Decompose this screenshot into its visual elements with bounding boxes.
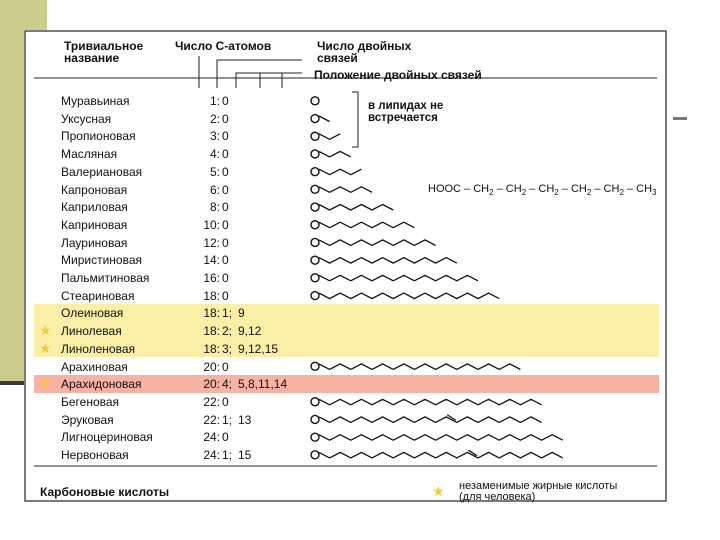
slide-bullet-mark (673, 117, 687, 120)
double-bond-positions: 15 (238, 448, 252, 462)
acid-row (34, 411, 659, 429)
double-bond-count: 0 (222, 182, 229, 197)
formula-subscript: 2 (521, 188, 527, 198)
acid-name: Нервоновая (61, 448, 129, 462)
carbon-count: 18: (203, 288, 220, 303)
acid-name: Масляная (61, 147, 118, 162)
carbon-count: 18: (203, 324, 220, 339)
double-bond-positions: 9,12 (238, 324, 262, 339)
legend-essential (459, 481, 659, 503)
double-bond-positions: 9,12,15 (238, 341, 279, 356)
formula-part: – CH (558, 183, 587, 195)
header-carbon-count: Число С-атомов (175, 39, 272, 53)
carbon-count: 16: (203, 271, 220, 285)
acid-row (34, 234, 659, 252)
formula-part: – CH (526, 183, 555, 195)
acid-row (34, 216, 659, 234)
acid-name: Линоленовая (61, 341, 136, 356)
acid-name: Лауриновая (61, 235, 128, 250)
acid-name: Стеариновая (61, 288, 135, 303)
acid-name: Каприновая (61, 217, 128, 232)
acid-row (34, 358, 659, 376)
formula-subscript: 2 (489, 188, 494, 198)
double-bond-count: 0 (222, 235, 229, 250)
acid-name: Миристиновая (61, 253, 142, 268)
acid-row (34, 428, 659, 446)
carbon-count: 10: (203, 217, 220, 232)
double-bond-count: 0 (222, 271, 229, 285)
note-line2: встречается (368, 112, 438, 124)
double-bond-count: 0 (222, 288, 229, 303)
header-name-line2: название (64, 51, 120, 65)
acid-name: Эруковая (61, 412, 114, 427)
carbon-count: 20: (203, 359, 220, 374)
acid-name: Пропионовая (61, 129, 136, 144)
double-bond-count: 2; (222, 324, 233, 339)
note-line1: в липидах не (368, 100, 444, 112)
acid-row (34, 198, 659, 216)
carbon-count: 8: (209, 200, 220, 215)
acid-name: Валериановая (61, 164, 143, 179)
double-bond-count: 1; (222, 306, 233, 321)
acid-row (34, 163, 659, 181)
table-header (34, 38, 634, 88)
acid-name: Олеиновая (61, 306, 124, 321)
acid-row (34, 322, 659, 340)
acid-row (34, 340, 659, 358)
acid-name: Линолевая (61, 324, 122, 339)
acid-row (34, 375, 659, 393)
double-bond-count: 0 (222, 94, 229, 108)
acid-name: Бегеновая (61, 394, 120, 409)
double-bond-count: 0 (222, 129, 229, 144)
carbon-count: 6: (209, 182, 220, 197)
acid-row (34, 127, 659, 145)
double-bond-count: 0 (222, 394, 229, 409)
formula-part: – CH (591, 183, 620, 195)
formula-subscript: 3 (652, 188, 657, 198)
acid-row (34, 145, 659, 163)
header-double-bonds-line2: связей (317, 51, 358, 65)
note-not-in-lipids (368, 100, 443, 124)
acid-name: Пальмитиновая (61, 271, 150, 285)
formula-part: – CH (493, 183, 522, 195)
acid-name: Арахиновая (61, 359, 128, 374)
carbon-count: 24: (203, 448, 220, 462)
acid-row (34, 287, 659, 305)
carbon-count: 4: (209, 147, 220, 162)
formula-part: – CH (623, 183, 653, 195)
acid-row (34, 446, 659, 464)
double-bond-count: 0 (222, 147, 229, 162)
fatty-acids-figure (24, 30, 667, 502)
header-name-line1: Тривиальное (64, 39, 144, 53)
carbon-count: 20: (203, 377, 220, 392)
acid-name: Муравьиная (61, 94, 130, 108)
double-bond-positions: 9 (238, 306, 245, 321)
double-bond-count: 4; (222, 377, 233, 392)
carbon-count: 3: (209, 129, 220, 144)
double-bond-count: 0 (222, 164, 229, 179)
essential-star-icon: ★ (39, 375, 52, 392)
figure-title: Карбоновые кислоты (40, 485, 170, 499)
acid-row (34, 110, 659, 128)
double-bond-count: 0 (222, 111, 229, 126)
double-bond-count: 0 (222, 253, 229, 268)
header-double-bond-positions: Положение двойных связей (314, 68, 482, 82)
double-bond-count: 0 (222, 430, 229, 445)
acid-row (34, 251, 659, 269)
legend-line1: незаменимые жирные кислоты (459, 480, 618, 492)
double-bond-count: 0 (222, 217, 229, 232)
double-bond-count: 0 (222, 200, 229, 215)
carbon-count: 5: (209, 164, 220, 179)
essential-star-icon: ★ (432, 483, 445, 499)
formula-subscript: 2 (619, 188, 624, 198)
carbon-count: 24: (203, 430, 220, 445)
essential-star-icon: ★ (39, 339, 52, 356)
carbon-count: 1: (209, 94, 220, 108)
legend-line2: (для человека) (459, 491, 536, 503)
carbon-count: 14: (203, 253, 220, 268)
acid-name: Лигноцериновая (61, 430, 153, 445)
carbon-count: 18: (203, 306, 220, 321)
header-double-bonds-line1: Число двойных (317, 39, 412, 53)
carbon-count: 2: (209, 111, 220, 126)
carbon-count: 22: (203, 394, 220, 409)
acid-row (34, 92, 659, 110)
double-bond-count: 1; (222, 448, 233, 462)
carbon-count: 22: (203, 412, 220, 427)
double-bond-count: 0 (222, 359, 229, 374)
caproic-formula (428, 183, 656, 199)
acid-row (34, 304, 659, 322)
double-bond-positions: 13 (238, 412, 252, 427)
acid-name: Арахидоновая (61, 377, 142, 392)
formula-part: HOOC – CH (428, 183, 490, 195)
double-bond-count: 1; (222, 412, 233, 427)
formula-subscript: 2 (554, 188, 559, 198)
carbon-count: 18: (203, 341, 220, 356)
carbon-count: 12: (203, 235, 220, 250)
acid-row (34, 393, 659, 411)
acid-name: Уксусная (61, 111, 112, 126)
essential-star-icon: ★ (39, 322, 52, 339)
acid-row (34, 269, 659, 287)
acid-name: Капроновая (61, 182, 128, 197)
double-bond-count: 3; (222, 341, 233, 356)
double-bond-positions: 5,8,11,14 (238, 377, 288, 392)
acid-name: Каприловая (61, 200, 128, 215)
formula-subscript: 2 (586, 188, 592, 198)
